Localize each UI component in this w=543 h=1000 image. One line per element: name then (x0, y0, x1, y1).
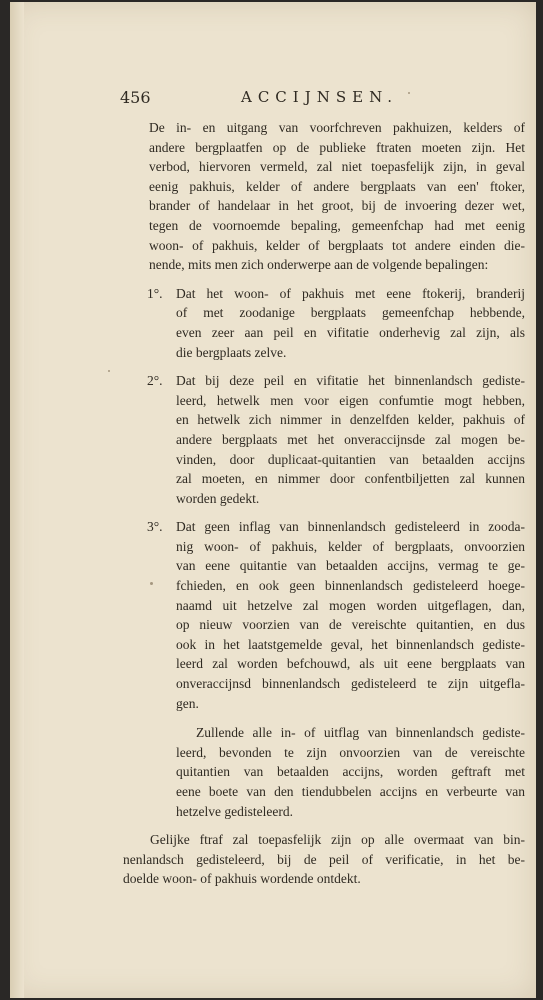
provision-item (123, 284, 525, 362)
closing-paragraph (123, 830, 525, 889)
text-line: onveraccijnsd binnenlandsch gedisteleerd te zijn uitgefla- (176, 676, 525, 692)
text-line: worden gedekt. (176, 490, 260, 506)
text-line: andere bergplaats met het onveraccijnsde zal mogen be- (176, 431, 525, 447)
provision-item (123, 517, 525, 713)
provision-number: 3°. (147, 519, 163, 535)
text-line: nenlandsch gedisteleerd, bij de peil of verificatie, in het be- (123, 851, 525, 867)
page-number: 456 (120, 88, 151, 107)
intro-paragraph (123, 118, 525, 275)
text-line: en hetwelk zich nimmer in denzelfden kelder, pakhuis of (176, 412, 525, 428)
text-line: Zullende alle in- of uitflag van binnenlandsch gediste- (196, 725, 525, 741)
text-line: ook in het laatstgemelde geval, het binnenlandsch gediste- (176, 636, 525, 652)
paper-speck (408, 92, 410, 94)
text-line: eenig pakhuis, kelder of andere bergplaats van een' ftoker, (149, 178, 525, 194)
page-gutter-shadow (10, 2, 24, 998)
text-line: leerd, hetwelk men voor eigen confumtie mogt hebben, (176, 392, 525, 408)
text-line: De in- en uitgang van voorfchreven pakhuizen, kelders of (149, 120, 525, 135)
paper-speck (150, 582, 153, 585)
paper-speck (108, 370, 110, 372)
text-line: verbod, hiervoren vermeld, zal niet toepasfelijk zijn, in geval (149, 159, 525, 175)
text-line: brander of handelaar in het groot, bij de invoering dezer wet, (149, 198, 525, 214)
text-line: nende, mits men zich onderwerpe aan de volgende bepalingen: (149, 257, 489, 273)
text-line: van eene quitantie van betaalden accijns, vermag te ge- (176, 558, 525, 574)
text-line: vinden, door duplicaat-quitantien van betaalden accijns (176, 451, 525, 467)
text-line: even zeer aan peil en vifitatie onderhevig zal zijn, als (176, 324, 525, 340)
text-line: die bergplaats zelve. (176, 344, 287, 360)
text-line: naamd uit hetzelve zal mogen worden uitgeflagen, dan, (176, 597, 525, 613)
text-line: gen. (176, 695, 199, 711)
text-line: Dat geen inflag van binnenlandsch gedisteleerd in zooda- (176, 519, 525, 535)
text-line: quitantien van betaalden accijns, worden geftraft met (176, 764, 525, 780)
text-line: hetzelve gedisteleerd. (176, 803, 293, 819)
text-line: zal moeten, en nimmer door confentbiljetten zal kunnen (176, 471, 525, 487)
text-line: Gelijke ftraf zal toepasfelijk zijn op alle overmaat van bin- (150, 832, 525, 848)
text-line: andere bergplaatfen op de publieke ftraten moeten zijn. Het (149, 139, 525, 155)
provision-number: 2°. (147, 373, 163, 389)
text-line: woon- of pakhuis, kelder of bergplaats tot andere einden die- (149, 237, 525, 253)
numbered-provisions (123, 284, 525, 713)
body-text (123, 118, 525, 889)
provision-number: 1°. (147, 285, 163, 301)
text-line: nig woon- of pakhuis, kelder of bergplaats, onvoorzien (176, 538, 525, 554)
text-line: doelde woon- of pakhuis wordende ontdekt. (123, 871, 361, 887)
text-line: leerd zal worden befchouwd, als uit eene bergplaats van (176, 656, 525, 672)
running-title: ACCIJNSEN. (241, 88, 399, 106)
provision-item (123, 371, 525, 508)
text-line: Dat het woon- of pakhuis met eene ftokerij, branderij (176, 285, 525, 301)
text-line: of met zoodanige bergplaats gemeenfchap hebbende, (176, 305, 525, 321)
text-line: leerd, bevonden te zijn onvoorzien van de vereischte (176, 744, 525, 760)
book-page (10, 2, 536, 998)
text-line: eene boete van den tiendubbelen accijns en verbeurte van (176, 784, 525, 799)
text-line: fchieden, en ook geen binnenlandsch gedisteleerd hoege- (176, 578, 525, 594)
page-header (120, 88, 410, 108)
text-line: Dat bij deze peil en vifitatie het binnenlandsch gediste- (176, 373, 525, 389)
text-line: tegen de voornoemde bepaling, gemeenfchap had met eenig (149, 217, 525, 233)
text-line: op nieuw voorzien van de vereischte quitantien, en dus (176, 617, 525, 633)
penalty-paragraph (123, 723, 525, 821)
